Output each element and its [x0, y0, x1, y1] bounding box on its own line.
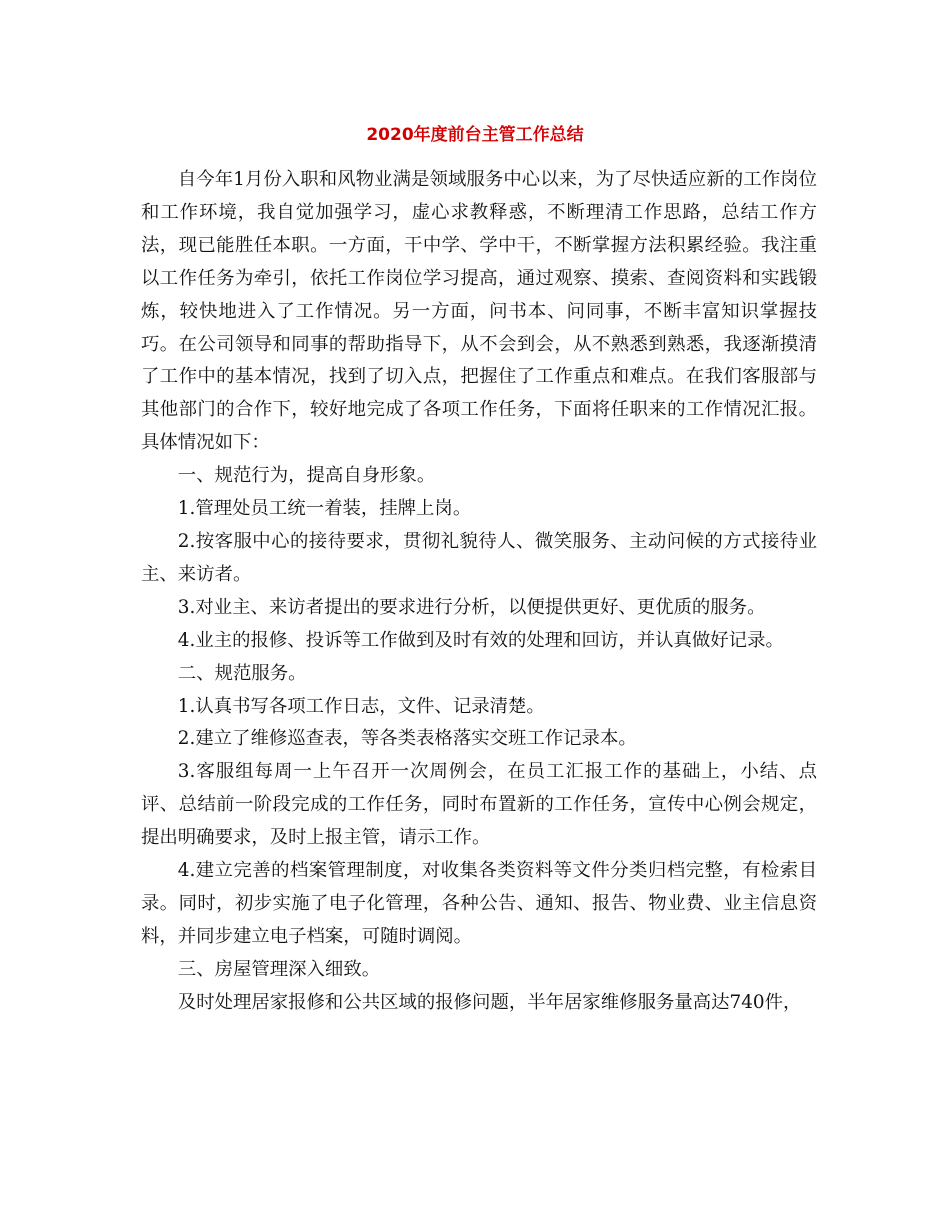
list-item: 3.对业主、来访者提出的要求进行分析，以便提供更好、更优质的服务。 [177, 596, 766, 618]
paragraph-intro: 自今年1月份入职和风物业满是领域服务中心以来，为了尽快适应新的工作岗位和工作环境，我自觉加强学习，虚心求教释惑，不断理清工作思路，总结工作方法，现已能胜任本职。一方面，干中学、学中干，不断掌握方法积累经验。我注重以工作任务为牵引，依托工作岗位学习提高，通过观察、摸索、查阅资料和实践锻炼，较快地进入了工作情况。另一方面，问书本、问同事，不断丰富知识掌握技巧。在公司领导和同事的帮助指导下，从不会到会，从不熟悉到熟悉，我逐渐摸清了工作中的基本情况，找到了切入点，把握住了工作重点和难点。在我们客服部与其他部门的合作下，较好地完成了各项工作任务，下面将任职来的工作情况汇报。具体情况如下： [141, 169, 817, 454]
document-title: 2020年度前台主管工作总结 [366, 125, 584, 145]
list-item: 4.建立完善的档案管理制度，对收集各类资料等文件分类归档完整，有检索目录。同时，初步实施了电子化管理，各种公告、通知、报告、物业费、业主信息资料，并同步建立电子档案，可随时调阅。 [141, 860, 817, 947]
list-item: 4.业主的报修、投诉等工作做到及时有效的处理和回访，并认真做好记录。 [177, 629, 784, 651]
list-item: 1.认真书写各项工作日志，文件、记录清楚。 [177, 695, 545, 717]
paragraph: 及时处理居家报修和公共区域的报修问题，半年居家维修服务量高达740件， [177, 991, 802, 1013]
list-item: 3.客服组每周一上午召开一次周例会，在员工汇报工作的基础上，小结、点评、总结前一阶段完成的工作任务，同时布置新的工作任务，宣传中心例会规定，提出明确要求，及时上报主管，请示工作。 [141, 761, 817, 849]
list-item: 2.建立了维修巡查表，等各类表格落实交班工作记录本。 [177, 728, 637, 750]
section-heading: 二、规范服务。 [177, 662, 307, 684]
document-body [141, 164, 817, 1020]
section-heading: 一、规范行为，提高自身形象。 [177, 465, 436, 487]
section-heading: 三、房屋管理深入细致。 [177, 958, 381, 980]
list-item: 1.管理处员工统一着装，挂牌上岗。 [177, 498, 472, 520]
list-item: 2.按客服中心的接待要求，贯彻礼貌待人、微笑服务、主动问候的方式接待业主、来访者。 [141, 530, 817, 585]
